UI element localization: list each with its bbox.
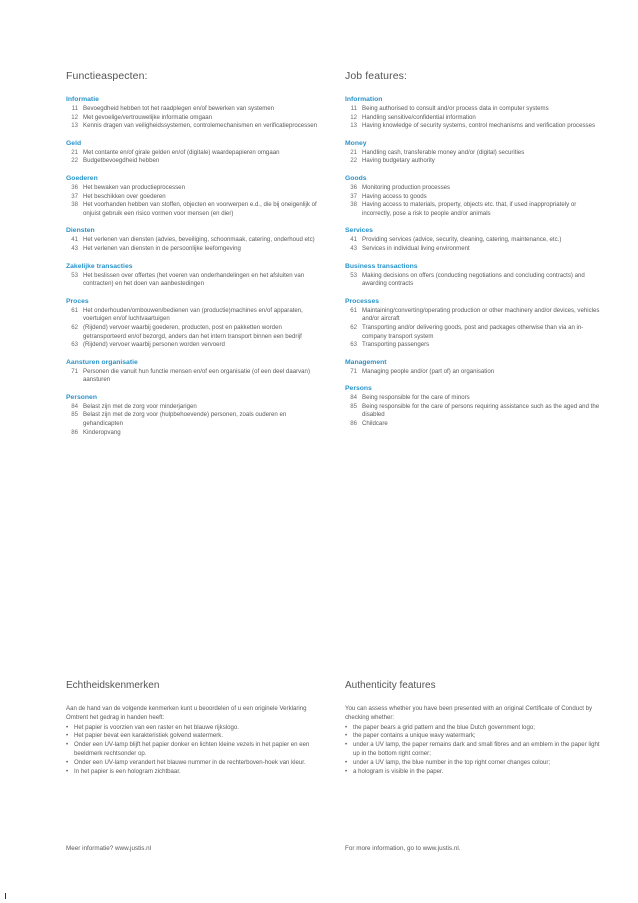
bullet-text: under a UV lamp, the paper remains dark and small fibres and an emblem in the paper light up in the bottom right corner; bbox=[353, 741, 600, 757]
bullet-text: Onder een UV-lamp verandert het blauwe nummer in de rechterboven-hoek van kleur. bbox=[74, 758, 306, 766]
bullet-item bbox=[345, 741, 600, 759]
item-number: 62 bbox=[71, 323, 78, 331]
list-item bbox=[345, 201, 605, 218]
item-number: 53 bbox=[71, 271, 78, 279]
job-aspects-dutch bbox=[66, 70, 326, 446]
section-heading: Goods bbox=[345, 174, 367, 182]
section bbox=[345, 385, 605, 428]
item-text: Maintaining/converting/operating production or other machinery and/or devices, vehicles and/or aircraft bbox=[362, 306, 600, 323]
item-text: Met gevoelige/vertrouwelijke informatie omgaan bbox=[83, 113, 213, 121]
item-number: 21 bbox=[350, 148, 357, 156]
section-heading: Processes bbox=[345, 297, 380, 305]
column-title: Job features: bbox=[345, 70, 408, 82]
auth-bullets bbox=[66, 724, 321, 777]
item-text: Kennis dragen van veiligheidssystemen, controlemechanismen en verificatieprocessen bbox=[83, 122, 318, 130]
list-item bbox=[66, 184, 326, 193]
list-item bbox=[66, 429, 326, 438]
item-text: Kinderopvang bbox=[83, 428, 121, 436]
section-heading: Diensten bbox=[66, 227, 95, 235]
item-number: 86 bbox=[71, 428, 78, 436]
list-item bbox=[66, 114, 326, 123]
item-number: 11 bbox=[350, 105, 357, 112]
item-number: 63 bbox=[71, 341, 78, 349]
item-text: Handling sensitive/confidential information bbox=[362, 113, 476, 121]
list-item bbox=[66, 272, 326, 289]
bullet-text: In het papier is een hologram zichtbaar. bbox=[74, 767, 181, 775]
bullet-item bbox=[345, 759, 600, 768]
item-number: 63 bbox=[350, 341, 357, 349]
list-item bbox=[345, 341, 605, 350]
list-item bbox=[66, 105, 326, 114]
item-text: Belast zijn met de zorg voor (hulpbehoevende) personen, zoals ouderen en gehandicapten bbox=[83, 411, 287, 428]
item-text: Het verlenen van diensten (advies, beveiliging, schoonmaak, catering, onderhoud etc) bbox=[83, 236, 315, 244]
item-text: Het voorhanden hebben van stoffen, objecten en voorwerpen e.d., die bij oneigenlijk of onjuist gebruik een risico vormen voor mensen (en dier) bbox=[83, 201, 317, 217]
item-number: 36 bbox=[71, 183, 78, 191]
item-number: 12 bbox=[350, 113, 357, 121]
bullet-item bbox=[345, 732, 600, 741]
item-number: 36 bbox=[350, 183, 357, 191]
section-heading: Persons bbox=[345, 385, 372, 393]
bullet-item bbox=[345, 724, 600, 733]
list-item bbox=[345, 245, 605, 254]
list-item bbox=[345, 122, 605, 131]
item-text: (Rijdend) vervoer waarbij goederen, producten, post en pakketten worden getransporteerd en/of bezorgd, anders dan het intern transport binnen een bedrijf bbox=[83, 323, 302, 340]
section-heading: Services bbox=[345, 227, 373, 235]
item-number: 71 bbox=[71, 367, 78, 375]
item-text: Making decisions on offers (conducting negotiations and concluding contracts) and awarding contracts bbox=[362, 271, 585, 288]
bullet-icon: • bbox=[345, 758, 348, 766]
bullet-text: the paper contains a unique wavy watermark; bbox=[353, 732, 476, 740]
authenticity-english bbox=[345, 680, 600, 776]
bullet-item bbox=[66, 759, 321, 768]
section-heading: Aansturen organisatie bbox=[66, 358, 138, 366]
list-item bbox=[345, 184, 605, 193]
sections-container bbox=[66, 96, 326, 437]
item-text: Bevoegdheid hebben tot het raadplegen en/of bewerken van systemen bbox=[83, 105, 275, 112]
item-number: 71 bbox=[350, 367, 357, 375]
item-text: Having access to goods bbox=[362, 192, 427, 200]
section bbox=[66, 227, 326, 253]
section-heading: Business transactions bbox=[345, 262, 418, 270]
item-number: 22 bbox=[350, 157, 357, 165]
item-text: Transporting passengers bbox=[362, 341, 430, 349]
section-heading: Personen bbox=[66, 393, 97, 401]
item-text: Being authorised to consult and/or process data in computer systems bbox=[362, 105, 549, 112]
auth-title: Echtheidskenmerken bbox=[66, 680, 160, 691]
list-item bbox=[345, 193, 605, 202]
item-number: 41 bbox=[350, 236, 357, 244]
section bbox=[66, 359, 326, 385]
item-text: Het onderhouden/ombouwen/bedienen van (productie)machines en/of apparaten, voertuigen en/of luchtvaartuigen bbox=[83, 306, 303, 323]
list-item bbox=[66, 122, 326, 131]
bullet-text: a hologram is visible in the paper. bbox=[353, 767, 444, 775]
bullet-icon: • bbox=[66, 723, 69, 731]
list-item bbox=[345, 324, 605, 341]
section-heading: Zakelijke transacties bbox=[66, 262, 133, 270]
section bbox=[66, 263, 326, 289]
item-number: 61 bbox=[71, 306, 78, 314]
bullet-text: the paper bears a grid pattern and the blue Dutch government logo; bbox=[353, 723, 535, 731]
section bbox=[345, 298, 605, 350]
sections-container bbox=[345, 96, 605, 429]
list-item bbox=[345, 272, 605, 289]
bullet-item bbox=[66, 768, 321, 777]
list-item bbox=[66, 307, 326, 324]
list-item bbox=[345, 368, 605, 377]
list-item bbox=[66, 411, 326, 428]
bullet-icon: • bbox=[345, 723, 348, 731]
list-item bbox=[66, 201, 326, 218]
item-text: Het beslissen over offertes (het voeren van onderhandelingen en het afsluiten van contracten) en het doen van aanbestedingen bbox=[83, 271, 305, 288]
item-number: 13 bbox=[350, 122, 357, 130]
bullet-text: Onder een UV-lamp blijft het papier donker en lichten kleine vezels in het papier en een beeldmerk rechtsonder op. bbox=[74, 741, 310, 757]
item-number: 84 bbox=[350, 394, 357, 402]
section-heading: Management bbox=[345, 358, 387, 366]
section bbox=[345, 175, 605, 218]
section-heading: Money bbox=[345, 139, 367, 147]
bullet-icon: • bbox=[66, 767, 69, 775]
item-number: 85 bbox=[350, 402, 357, 410]
item-number: 62 bbox=[350, 323, 357, 331]
item-text: Providing services (advice, security, cleaning, catering, maintenance, etc.) bbox=[362, 236, 562, 244]
list-item bbox=[345, 105, 605, 114]
item-number: 12 bbox=[71, 113, 78, 121]
section bbox=[345, 359, 605, 377]
item-text: Budgetbevoegdheid hebben bbox=[83, 157, 160, 165]
auth-intro: You can assess whether you have been presented with an original Certificate of Conduct by checking whether: bbox=[345, 705, 593, 721]
job-features-english bbox=[345, 70, 605, 438]
item-number: 38 bbox=[71, 201, 78, 209]
list-item bbox=[66, 403, 326, 412]
item-number: 13 bbox=[71, 122, 78, 130]
item-text: Handling cash, transferable money and/or (digital) securities bbox=[362, 148, 525, 156]
list-item bbox=[66, 245, 326, 254]
item-number: 21 bbox=[71, 148, 78, 156]
item-text: Het beschikken over goederen bbox=[83, 192, 166, 200]
section bbox=[345, 96, 605, 131]
list-item bbox=[66, 157, 326, 166]
list-item bbox=[345, 403, 605, 420]
list-item bbox=[66, 236, 326, 245]
bullet-icon: • bbox=[66, 758, 69, 766]
item-number: 37 bbox=[350, 192, 357, 200]
section bbox=[66, 140, 326, 166]
bullet-item bbox=[66, 741, 321, 759]
item-number: 86 bbox=[350, 420, 357, 428]
item-text: Being responsible for the care of persons requiring assistance such as the aged and the disabled bbox=[362, 402, 600, 419]
item-text: Having budgetary authority bbox=[362, 157, 435, 165]
section-heading: Informatie bbox=[66, 96, 99, 103]
auth-intro: Aan de hand van de volgende kenmerken kunt u beoordelen of u een originele Verklaring Omtrent het gedrag in handen heeft: bbox=[66, 705, 307, 721]
bullet-text: Het papier bevat een karakteristiek golvend watermerk. bbox=[74, 732, 224, 740]
item-text: Met contante en/of girale gelden en/of (digitale) waardepapieren omgaan bbox=[83, 148, 280, 156]
bullet-icon: • bbox=[345, 767, 348, 775]
section-heading: Goederen bbox=[66, 174, 98, 182]
bullet-text: under a UV lamp, the blue number in the top right corner changes colour; bbox=[353, 758, 551, 766]
crop-mark bbox=[5, 893, 6, 899]
item-number: 38 bbox=[350, 201, 357, 209]
authenticity-dutch bbox=[66, 680, 321, 776]
section bbox=[66, 298, 326, 350]
bullet-text: Het papier is voorzien van een raster en het blauwe rijkslogo. bbox=[74, 723, 239, 731]
list-item bbox=[66, 149, 326, 158]
list-item bbox=[66, 324, 326, 341]
list-item bbox=[345, 114, 605, 123]
list-item bbox=[345, 149, 605, 158]
list-item bbox=[345, 420, 605, 429]
item-text: Transporting and/or delivering goods, post and packages otherwise than via an in-company transport system bbox=[362, 323, 584, 340]
bullet-icon: • bbox=[66, 741, 69, 749]
item-text: Monitoring production processes bbox=[362, 183, 451, 191]
item-number: 41 bbox=[71, 236, 78, 244]
section bbox=[66, 96, 326, 131]
item-text: Having knowledge of security systems, control mechanisms and verification processes bbox=[362, 122, 596, 130]
section bbox=[66, 394, 326, 437]
item-number: 61 bbox=[350, 306, 357, 314]
item-text: Managing people and/or (part of) an organisation bbox=[362, 367, 495, 375]
item-number: 84 bbox=[71, 402, 78, 410]
list-item bbox=[345, 394, 605, 403]
section bbox=[345, 263, 605, 289]
footer-info-link: Meer informatie? www.justis.nl bbox=[66, 845, 152, 852]
list-item bbox=[66, 368, 326, 385]
item-number: 53 bbox=[350, 271, 357, 279]
item-text: Het verlenen van diensten in de persoonlijke leefomgeving bbox=[83, 244, 241, 252]
bullet-icon: • bbox=[345, 732, 348, 740]
bullet-item bbox=[345, 768, 600, 777]
section-heading: Information bbox=[345, 96, 383, 103]
section bbox=[66, 175, 326, 218]
item-text: (Rijdend) vervoer waarbij personen worden vervoerd bbox=[83, 341, 225, 349]
item-text: Childcare bbox=[362, 420, 388, 428]
bullet-item bbox=[66, 732, 321, 741]
bullet-item bbox=[66, 724, 321, 733]
section-heading: Geld bbox=[66, 139, 82, 147]
list-item bbox=[66, 193, 326, 202]
item-number: 43 bbox=[350, 244, 357, 252]
bullet-icon: • bbox=[345, 741, 348, 749]
section-heading: Proces bbox=[66, 297, 89, 305]
item-text: Personen die vanuit hun functie mensen en/of een organisatie (of een deel daarvan) aansturen bbox=[83, 367, 310, 384]
item-number: 37 bbox=[71, 192, 78, 200]
list-item bbox=[66, 341, 326, 350]
section bbox=[345, 227, 605, 253]
item-text: Having access to materials, property, objects etc. that, if used inappropriately or incorrectly, pose a risk to people and/or animals bbox=[362, 201, 577, 217]
bullet-icon: • bbox=[66, 732, 69, 740]
footer-info-link: For more information, go to www.justis.nl. bbox=[345, 845, 461, 852]
auth-title: Authenticity features bbox=[345, 680, 436, 691]
list-item bbox=[345, 307, 605, 324]
item-number: 85 bbox=[71, 411, 78, 419]
item-text: Services in individual living environment bbox=[362, 244, 470, 252]
item-text: Het bewaken van productieprocessen bbox=[83, 183, 185, 191]
item-text: Belast zijn met de zorg voor minderjarigen bbox=[83, 402, 197, 410]
column-title: Functieaspecten: bbox=[66, 70, 148, 82]
item-number: 43 bbox=[71, 244, 78, 252]
section bbox=[345, 140, 605, 166]
list-item bbox=[345, 236, 605, 245]
list-item bbox=[345, 157, 605, 166]
item-number: 11 bbox=[71, 105, 78, 112]
auth-bullets bbox=[345, 724, 600, 777]
item-number: 22 bbox=[71, 157, 78, 165]
item-text: Being responsible for the care of minors bbox=[362, 394, 470, 402]
